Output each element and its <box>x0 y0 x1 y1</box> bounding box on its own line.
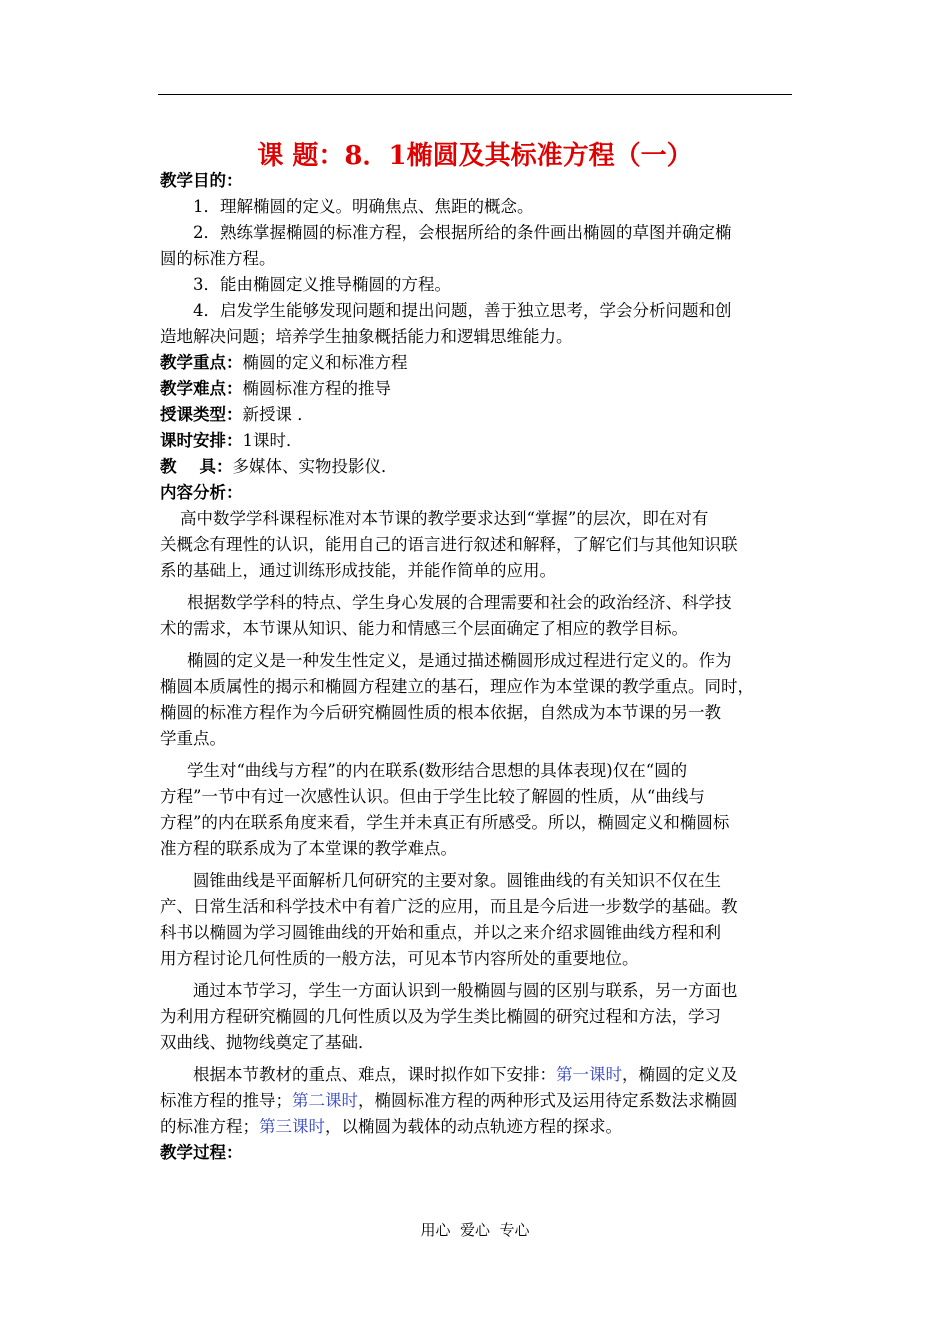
meta-value: 1课时． <box>242 431 303 450</box>
analysis-p5-l4: 用方程讨论几何性质的一般方法，可见本节内容所处的重要地位。 <box>160 949 639 968</box>
teaching-aids <box>160 454 792 480</box>
analysis-p1-l1: 高中数学学科课程标准对本节课的教学要求达到“掌握”的层次，即在对有 <box>180 509 709 528</box>
lesson-2-link[interactable]: 第二课时 <box>292 1091 358 1110</box>
meta-label: 教学重点： <box>160 353 243 372</box>
objective-4-cont: 造地解决问题；培养学生抽象概括能力和逻辑思维能力。 <box>160 327 573 346</box>
objective-4: 4．启发学生能够发现问题和提出问题，善于独立思考，学会分析问题和创 <box>193 301 732 320</box>
schedule-text: ，椭圆标准方程的两种形式及运用待定系数法求椭圆 <box>358 1091 738 1110</box>
meta-value: 新授课 ． <box>242 405 314 424</box>
schedule-text: ，以椭圆为载体的动点轨迹方程的探求。 <box>325 1117 622 1136</box>
lesson-3-link[interactable]: 第三课时 <box>259 1117 325 1136</box>
meta-label: 教 具： <box>160 457 233 476</box>
objective-2-cont: 圆的标准方程。 <box>160 249 276 268</box>
analysis-p1-l3: 系的基础上，通过训练形成技能，并能作简单的应用。 <box>160 561 556 580</box>
analysis-p4-l4: 准方程的联系成为了本堂课的教学难点。 <box>160 839 457 858</box>
analysis-p3-l2: 椭圆本质属性的揭示和椭圆方程建立的基石，理应作为本堂课的教学重点。同时， <box>160 677 754 696</box>
analysis-p3-l1: 椭圆的定义是一种发生性定义，是通过描述椭圆形成过程进行定义的。作为 <box>187 651 732 670</box>
page-title: 课 题：8．1椭圆及其标准方程（一） <box>257 141 693 171</box>
analysis-p2-l1: 根据数学学科的特点、学生身心发展的合理需要和社会的政治经济、科学技 <box>187 593 732 612</box>
objectives-heading: 教学目的： <box>160 171 243 190</box>
analysis-p4-l1: 学生对“曲线与方程”的内在联系(数形结合思想的具体表现)仅在“圆的 <box>187 761 688 780</box>
meta-value: 椭圆标准方程的推导 <box>242 379 391 398</box>
analysis-p3-l3: 椭圆的标准方程作为今后研究椭圆性质的根本依据，自然成为本节课的另一教 <box>160 703 721 722</box>
meta-label: 授课类型： <box>160 405 243 424</box>
objective-3: 3．能由椭圆定义推导椭圆的方程。 <box>193 275 451 294</box>
document-body <box>160 168 792 1166</box>
schedule-text: 的标准方程； <box>160 1117 259 1136</box>
meta-value: 椭圆的定义和标准方程 <box>242 353 408 372</box>
analysis-p2-l2: 术的需求，本节课从知识、能力和情感三个层面确定了相应的教学目标。 <box>160 619 688 638</box>
page-footer: 用心 爱心 专心 <box>420 1221 530 1239</box>
analysis-p6-l1: 通过本节学习，学生一方面认识到一般椭圆与圆的区别与联系，另一方面也 <box>193 981 738 1000</box>
analysis-p4-l2: 方程”一节中有过一次感性认识。但由于学生比较了解圆的性质，从“曲线与 <box>160 787 705 806</box>
key-point <box>160 350 792 376</box>
analysis-p6-l2: 为利用方程研究椭圆的几何性质以及为学生类比椭圆的研究过程和方法，学习 <box>160 1007 721 1026</box>
lesson-type <box>160 402 792 428</box>
schedule-text: 标准方程的推导； <box>160 1091 292 1110</box>
analysis-p7-l2 <box>160 1088 792 1114</box>
analysis-p6-l3: 双曲线、抛物线奠定了基础． <box>160 1033 375 1052</box>
objective-1: 1．理解椭圆的定义。明确焦点、焦距的概念。 <box>193 197 534 216</box>
analysis-p1-l2: 关概念有理性的认识，能用自己的语言进行叙述和解释，了解它们与其他知识联 <box>160 535 738 554</box>
analysis-p3-l4: 学重点。 <box>160 729 226 748</box>
analysis-heading: 内容分析： <box>160 483 243 502</box>
analysis-p7-l3 <box>160 1114 792 1140</box>
objective-2: 2．熟练掌握椭圆的标准方程，会根据所给的条件画出椭圆的草图并确定椭 <box>193 223 732 242</box>
lesson-schedule <box>160 428 792 454</box>
analysis-p7-l1 <box>160 1062 792 1088</box>
schedule-text: 根据本节教材的重点、难点，课时拟作如下安排： <box>193 1065 556 1084</box>
meta-value: 多媒体、实物投影仪． <box>232 457 398 476</box>
process-heading: 教学过程： <box>160 1143 243 1162</box>
difficult-point <box>160 376 792 402</box>
analysis-p5-l2: 产、日常生活和科学技术中有着广泛的应用，而且是今后进一步数学的基础。教 <box>160 897 738 916</box>
lesson-1-link[interactable]: 第一课时 <box>556 1065 622 1084</box>
meta-label: 教学难点： <box>160 379 243 398</box>
analysis-p5-l1: 圆锥曲线是平面解析几何研究的主要对象。圆锥曲线的有关知识不仅在生 <box>193 871 721 890</box>
meta-label: 课时安排： <box>160 431 243 450</box>
schedule-text: ，椭圆的定义及 <box>622 1065 738 1084</box>
analysis-p5-l3: 科书以椭圆为学习圆锥曲线的开始和重点，并以之来介绍求圆锥曲线方程和利 <box>160 923 721 942</box>
analysis-p4-l3: 方程”的内在联系角度来看，学生并未真正有所感受。所以，椭圆定义和椭圆标 <box>160 813 730 832</box>
header-rule <box>158 94 792 95</box>
